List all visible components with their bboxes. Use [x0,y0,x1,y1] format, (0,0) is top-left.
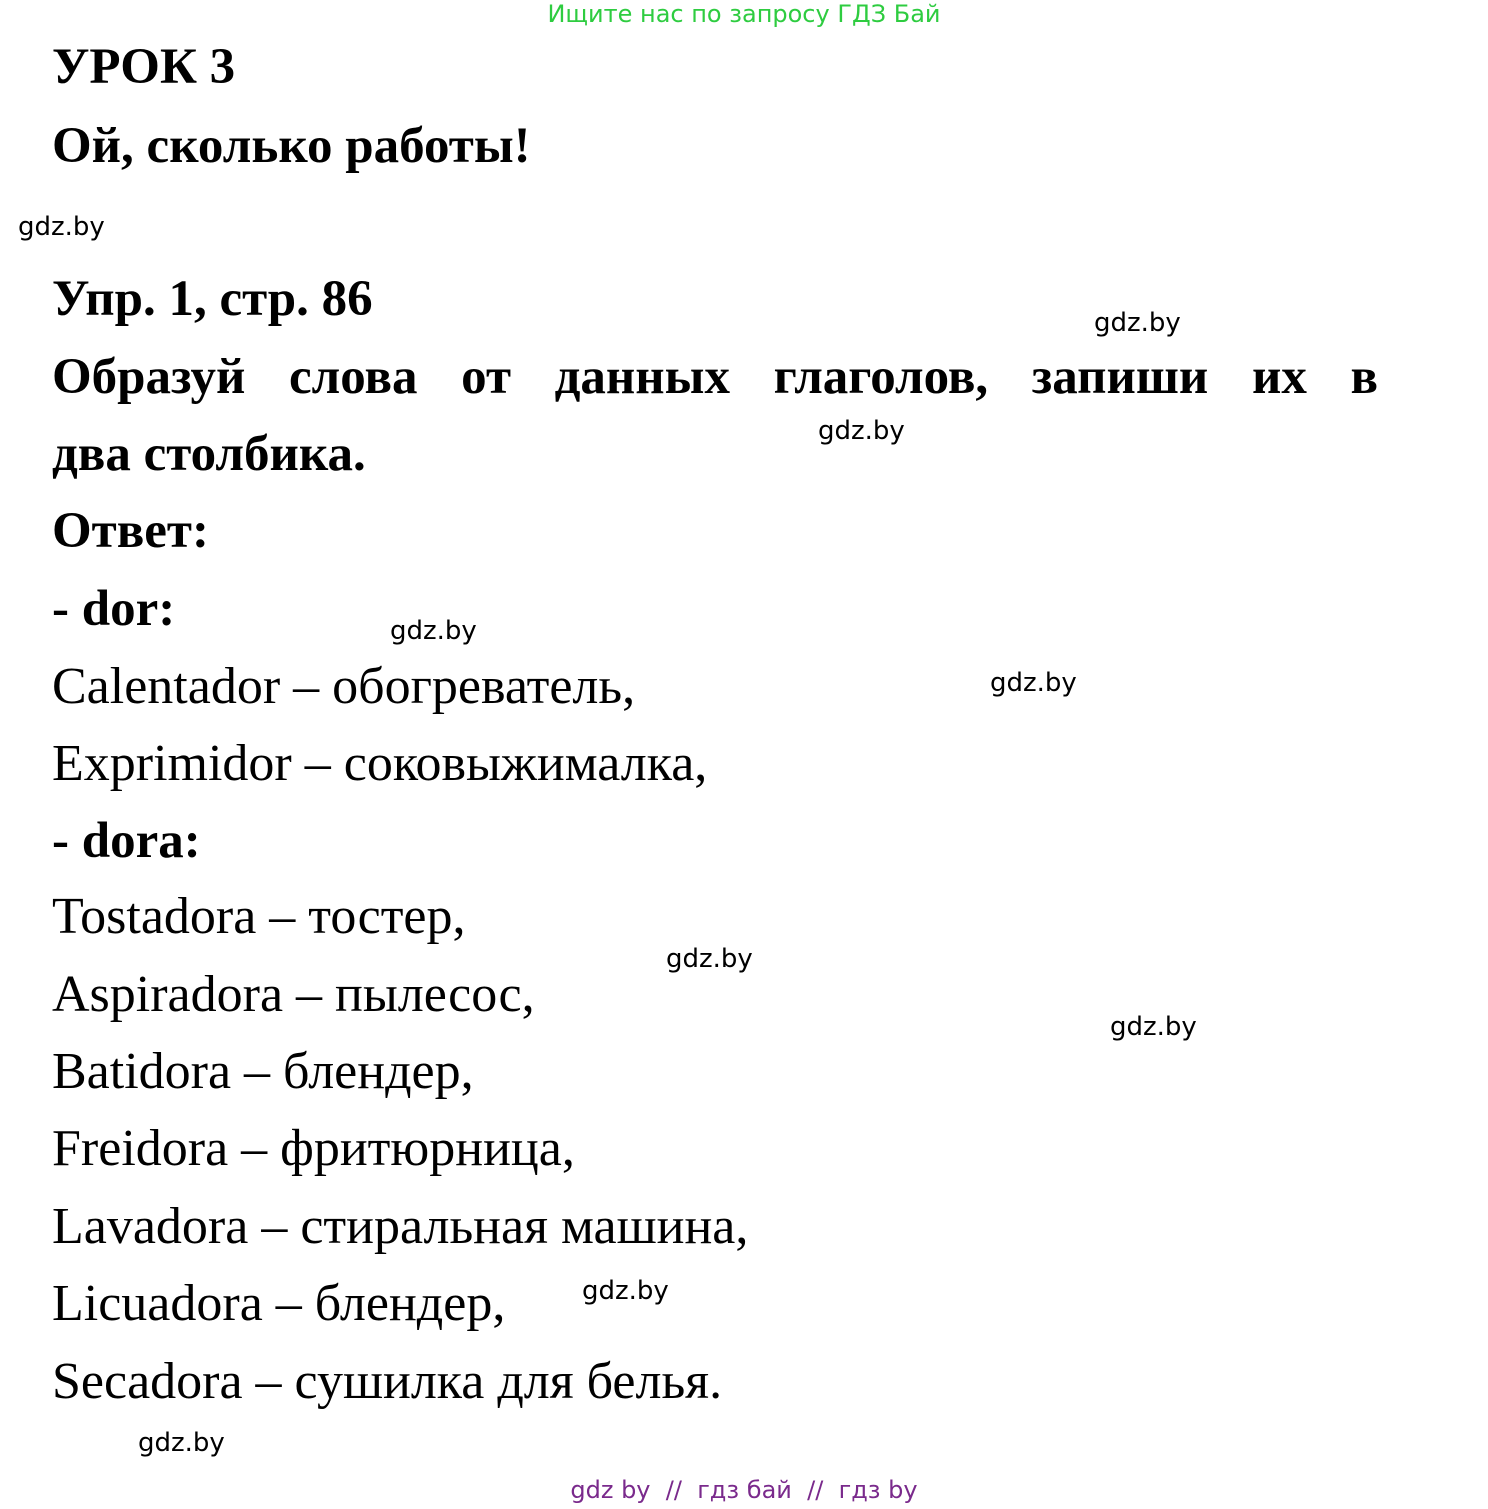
watermark: gdz.by [390,616,477,646]
suffix-heading-dor: - dor: [52,581,176,637]
top-banner[interactable] [0,0,1488,28]
suffix-heading-dora: - dora: [52,813,201,869]
top-banner-text[interactable]: Ищите нас по запросу ГДЗ Бай [547,0,941,28]
watermark: gdz.by [818,416,905,446]
list-item: Exprimidor – соковыжималка, [52,735,708,792]
list-item: Calentador – обогреватель, [52,658,636,715]
watermark: gdz.by [1094,308,1181,338]
exercise-heading: Упр. 1, стр. 86 [52,271,373,327]
list-item: Aspiradora – пылесос, [52,966,535,1023]
answer-label: Ответ: [52,503,209,559]
bottom-banner-text[interactable]: gdz by // гдз бай // гдз by [570,1476,918,1504]
list-item: Lavadora – стиральная машина, [52,1198,749,1255]
lesson-title: УРОК 3 [52,39,236,95]
list-item: Batidora – блендер, [52,1043,474,1100]
watermark: gdz.by [990,668,1077,698]
watermark: gdz.by [1110,1012,1197,1042]
list-item: Freidora – фритюрница, [52,1120,575,1177]
task-line-2: два столбика. [52,426,366,482]
list-item: Secadora – сушилка для белья. [52,1353,723,1410]
watermark: gdz.by [666,944,753,974]
watermark: gdz.by [18,212,105,242]
list-item: Licuadora – блендер, [52,1275,506,1332]
lesson-subtitle: Ой, сколько работы! [52,118,531,174]
list-item: Tostadora – тостер, [52,888,466,945]
bottom-banner[interactable] [0,1476,1488,1504]
watermark: gdz.by [582,1276,669,1306]
watermark: gdz.by [138,1428,225,1458]
task-line-1: Образуй слова от данных глаголов, запиши их в [52,349,1378,405]
